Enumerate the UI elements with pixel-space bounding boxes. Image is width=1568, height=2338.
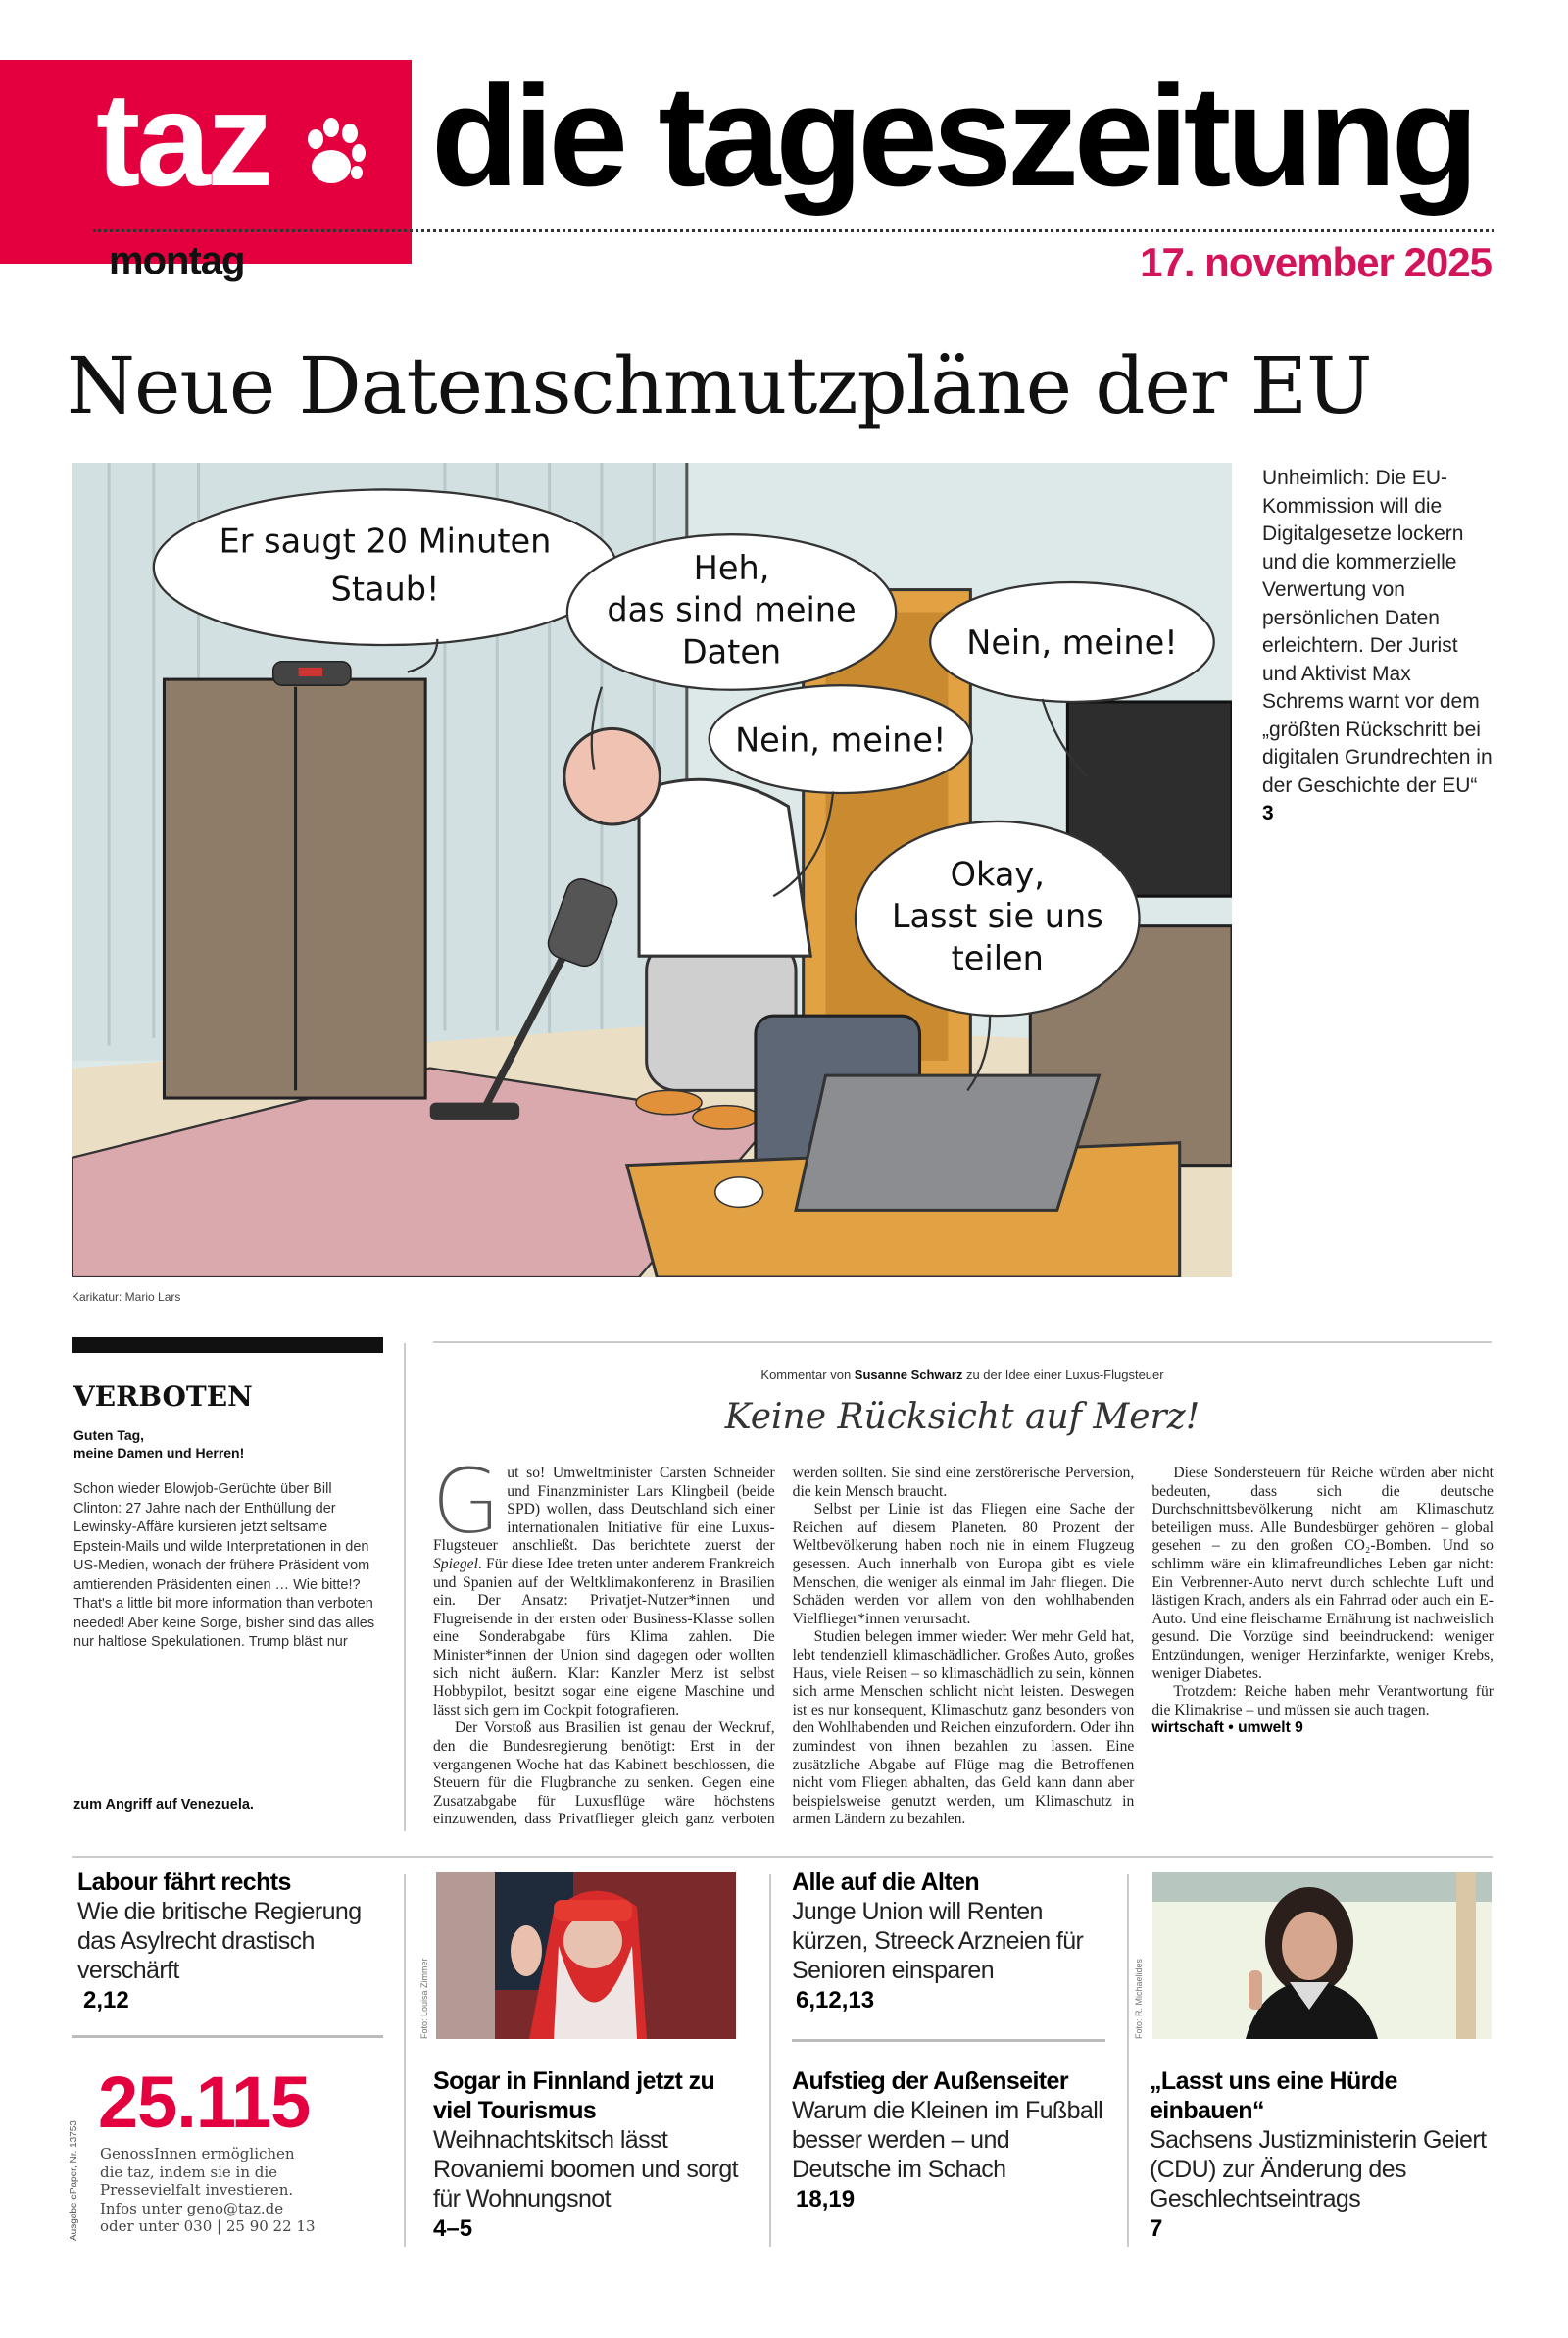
lead-teaser-text: Unheimlich: Die EU-Kommission will die Digitalgesetze lockern und die kommerzielle Verwertung von persönlichen Daten erleichtern. Der Jurist und Aktivist Max Schrems warnt vor dem „größten Rückschritt bei digitalen Grundrechten in der Geschichte der EU“	[1262, 467, 1493, 797]
author-name: Susanne Schwarz	[854, 1368, 963, 1382]
teaser-aussenseiter[interactable]	[792, 2066, 1105, 2215]
bubble-2-line-1: Heh,	[693, 548, 770, 587]
drop-cap: G	[431, 1449, 502, 1554]
column-divider	[404, 1343, 406, 1831]
teaser-rente[interactable]	[792, 1867, 1115, 2016]
geno-line: GenossInnen ermöglichen	[100, 2145, 295, 2163]
weekday: montag	[109, 239, 245, 282]
column-divider	[769, 1874, 771, 2247]
edition-number: Ausgabe ePaper, Nr. 13753	[69, 2120, 79, 2241]
teaser-labour[interactable]	[77, 1867, 391, 2016]
paragraph-text: . Für diese Idee treten unter anderem Frankreich und Spanien auf der Weltklimakonferenz in Brasilien ein. Der Ansatz: Privatjet-Nutzer*innen und Flugreisende in der ersten oder Business-Klasse sollen eine Sonderabgabe fürs Klima zahlen. Die Minister*innen der Union sind dagegen oder wollten sich nicht äußern. Klar: Kanzler Merz ist selbst Hobbypilot, besitzt sogar eine eigene Maschine und lässt sich gern im Cockpit fotografieren.	[433, 1555, 775, 1718]
teaser-finnland[interactable]	[433, 2066, 747, 2245]
lead-teaser	[1262, 465, 1493, 828]
geno-email[interactable]: Infos unter geno@taz.de	[100, 2199, 284, 2217]
teaser-head: Aufstieg der Außenseiter	[792, 2067, 1068, 2095]
teaser-head: „Lasst uns eine Hürde einbauen“	[1150, 2067, 1397, 2124]
teaser-divider	[72, 2035, 383, 2038]
bubble-5-line-3: teilen	[951, 938, 1044, 977]
newspaper-title: die tageszeitung	[431, 56, 1474, 216]
commentary-title: Keine Rücksicht auf Merz!	[724, 1397, 1200, 1437]
teaser-divider	[792, 2039, 1105, 2042]
bubble-1-line-2: Staub!	[330, 570, 440, 609]
bubble-5-line-1: Okay,	[950, 855, 1045, 894]
geno-member-count: 25.115	[98, 2062, 311, 2143]
teaser-head: Alle auf die Alten	[792, 1868, 980, 1896]
teaser-pages: 6,12,13	[796, 1987, 875, 2014]
verboten-greeting-2: meine Damen und Herren!	[74, 1445, 245, 1461]
column-divider	[404, 1874, 406, 2247]
paragraph: Trotzdem: Reiche haben mehr Verantwortung für die Klimakrise – und müssen sie auch tragen.	[1152, 1683, 1494, 1718]
lead-teaser-page[interactable]: 3	[1262, 802, 1274, 824]
paragraph: Selbst per Linie ist das Fliegen eine Sache der Reichen auf diesem Planeten. 80 Prozent der Weltbevölkerung haben noch nie in einem Flugzeug gesessen. Auch innerhalb von Europa gibt es viele Menschen, die weniger als einmal im Jahr fliegen. Die Schäden werden vor allem von den wohlhabenden Vielflieger*innen verursacht.	[792, 1501, 1135, 1627]
photo-credit: Foto: Louisa Zimmer	[419, 1958, 429, 2039]
cartoon-image	[72, 463, 1232, 1277]
teaser-sub: Weihnachtskitsch lässt Rovaniemi boomen und sorgt für Wohnungsnot	[433, 2126, 738, 2213]
geno-line: die taz, indem sie in die	[100, 2163, 278, 2181]
paragraph: Diese Sondersteuern für Reiche würden aber nicht bedeuten, dass sich die deutsche Durchschnittsbevölkerung nicht am Klimaschutz beteiligen muss. Alle Bundesbürger gehören – global gesehen – zu den großen CO₂-Bomben. Und so schlimm wäre ein klimafreundliches Leben gar nicht: Ein Verbrenner-Auto nervt durch schlechte Luft und lästigen Krach, anders als ein Fahrrad oder auch ein E-Auto. Und eine fleischarme Ernährung ist nachweislich gesund. Die Vorzüge sind beeindruckend: weniger Entzündungen, weniger Herzinfarkte, weniger Krebs, weniger Diabetes.	[1152, 1465, 1494, 1682]
bubble-4-line-1: Nein, meine!	[735, 721, 947, 760]
photo-credit: Foto: R. Michaelides	[1134, 1958, 1144, 2039]
geno-text	[100, 2145, 316, 2236]
teaser-sub: Wie die britische Regierung das Asylrecht drastisch verschärft	[77, 1898, 362, 1984]
commentary-body	[431, 1449, 1494, 1829]
teaser-pages: 2,12	[83, 1987, 129, 2014]
minister-photo	[1152, 1872, 1492, 2039]
bubble-2-line-2: das sind meine	[607, 590, 857, 629]
teaser-sub: Warum die Kleinen im Fußball besser werden – und Deutsche im Schach	[792, 2097, 1103, 2183]
paw-icon	[302, 110, 372, 190]
teaser-huerde[interactable]	[1150, 2066, 1488, 2245]
teaser-head: Sogar in Finnland jetzt zu viel Tourismus	[433, 2067, 715, 2124]
publication-name: Spiegel	[433, 1555, 478, 1572]
bubble-2-line-3: Daten	[681, 632, 782, 672]
verboten-bar	[72, 1337, 383, 1353]
bubble-3-line-1: Nein, meine!	[966, 623, 1178, 663]
section-divider	[433, 1341, 1492, 1343]
verboten-greeting	[74, 1426, 387, 1462]
teaser-head: Labour fährt rechts	[77, 1868, 291, 1896]
cartoon-credit: Karikatur: Mario Lars	[72, 1290, 181, 1304]
teaser-pages: 4–5	[433, 2215, 473, 2242]
verboten-greeting-1: Guten Tag,	[74, 1427, 145, 1443]
taz-logo: taz	[96, 65, 270, 214]
kicker-pre: Kommentar von	[760, 1368, 852, 1382]
section-reference[interactable]: wirtschaft • umwelt 9	[1152, 1719, 1303, 1737]
paragraph: Der Vorstoß aus Brasilien ist genau der Weckruf, den die Bundesregierung benötigt: Erst in der vergangenen Woche hat das Kabinett beschlossen, die Steuern für die Flugbranche zu senken. Gegen eine Zusatzabgabe für Luxusflüge wäre höchstens einzuwenden, dass Privatflieger gleich ganz verboten werden sollten. Sie sind eine zerstörerische Perversion, die kein Mensch braucht.	[433, 1465, 1135, 1828]
issue-date: 17. november 2025	[1140, 239, 1492, 285]
column-divider	[1127, 1874, 1129, 2247]
paragraph	[431, 1449, 775, 1719]
masthead-divider	[93, 229, 1494, 232]
paragraph: Studien belegen immer wieder: Wer mehr Geld hat, lebt tendenziell klimaschädlicher. Großes Auto, großes Haus, viele Reisen – so klimaschädlich zu sein, können sich arme Menschen schlicht nicht leisten. Deswegen ist es nur konsequent, Klimaschutz ganz besonders von den Wohlhabenden und Reichen einzufordern. Oder ihn zumindest von ihnen bezahlen zu lassen. Eine zusätzliche Abgabe auf Flüge mag die Betroffenen nicht vom Fliegen abhalten, das Geld kann dann aber beispielsweise genutzt werden, um Klimaschutz in armen Ländern zu bezahlen.	[792, 1628, 1135, 1828]
santa-photo	[436, 1872, 736, 2039]
bubble-1-line-1: Er saugt 20 Minuten	[219, 522, 552, 561]
verboten-body: Schon wieder Blowjob-Gerüchte über Bill Clinton: 27 Jahre nach der Enthüllung der Lewinsky-Affäre kursieren jetzt seltsame Epstein-Mails und wilde Interpretationen in den US-Medien, wonach der frühere Präsident vom amtierenden Präsidenten einen … Wie bitte!? That's a little bit more information than verboten needed! Aber keine Sorge, bisher sind das alles nur haltlose Spekulationen. Trump bläst nur	[74, 1481, 375, 1650]
commentary-kicker	[433, 1368, 1492, 1382]
teaser-pages: 18,19	[796, 2186, 856, 2213]
kicker-post: zu der Idee einer Luxus-Flugsteuer	[965, 1368, 1164, 1382]
teaser-sub: Sachsens Justizministerin Geiert (CDU) zur Änderung des Geschlechtseintrags	[1150, 2126, 1487, 2213]
geno-phone: oder unter 030 | 25 90 22 13	[100, 2217, 316, 2235]
bubble-5-line-2: Lasst sie uns	[891, 897, 1103, 936]
verboten-punchline: zum Angriff auf Venezuela.	[74, 1797, 254, 1813]
teaser-pages: 7	[1150, 2215, 1163, 2242]
geno-line: Pressevielfalt investieren.	[100, 2181, 294, 2199]
paragraph-text: ut so! Umweltminister Carsten Schneider und Finanzminister Lars Klingbeil (beide SPD) wollen, dass Deutschland sich einer internationalen Initiative für eine Luxus-Flugsteuer anschließt. Das berichtete zuerst der	[433, 1465, 775, 1555]
teaser-sub: Junge Union will Renten kürzen, Streeck Arzneien für Senioren einsparen	[792, 1898, 1084, 1984]
section-divider	[72, 1856, 1493, 1858]
lead-headline: Neue Datenschmutzpläne der EU	[67, 340, 1372, 431]
verboten-title: VERBOTEN	[74, 1380, 253, 1413]
